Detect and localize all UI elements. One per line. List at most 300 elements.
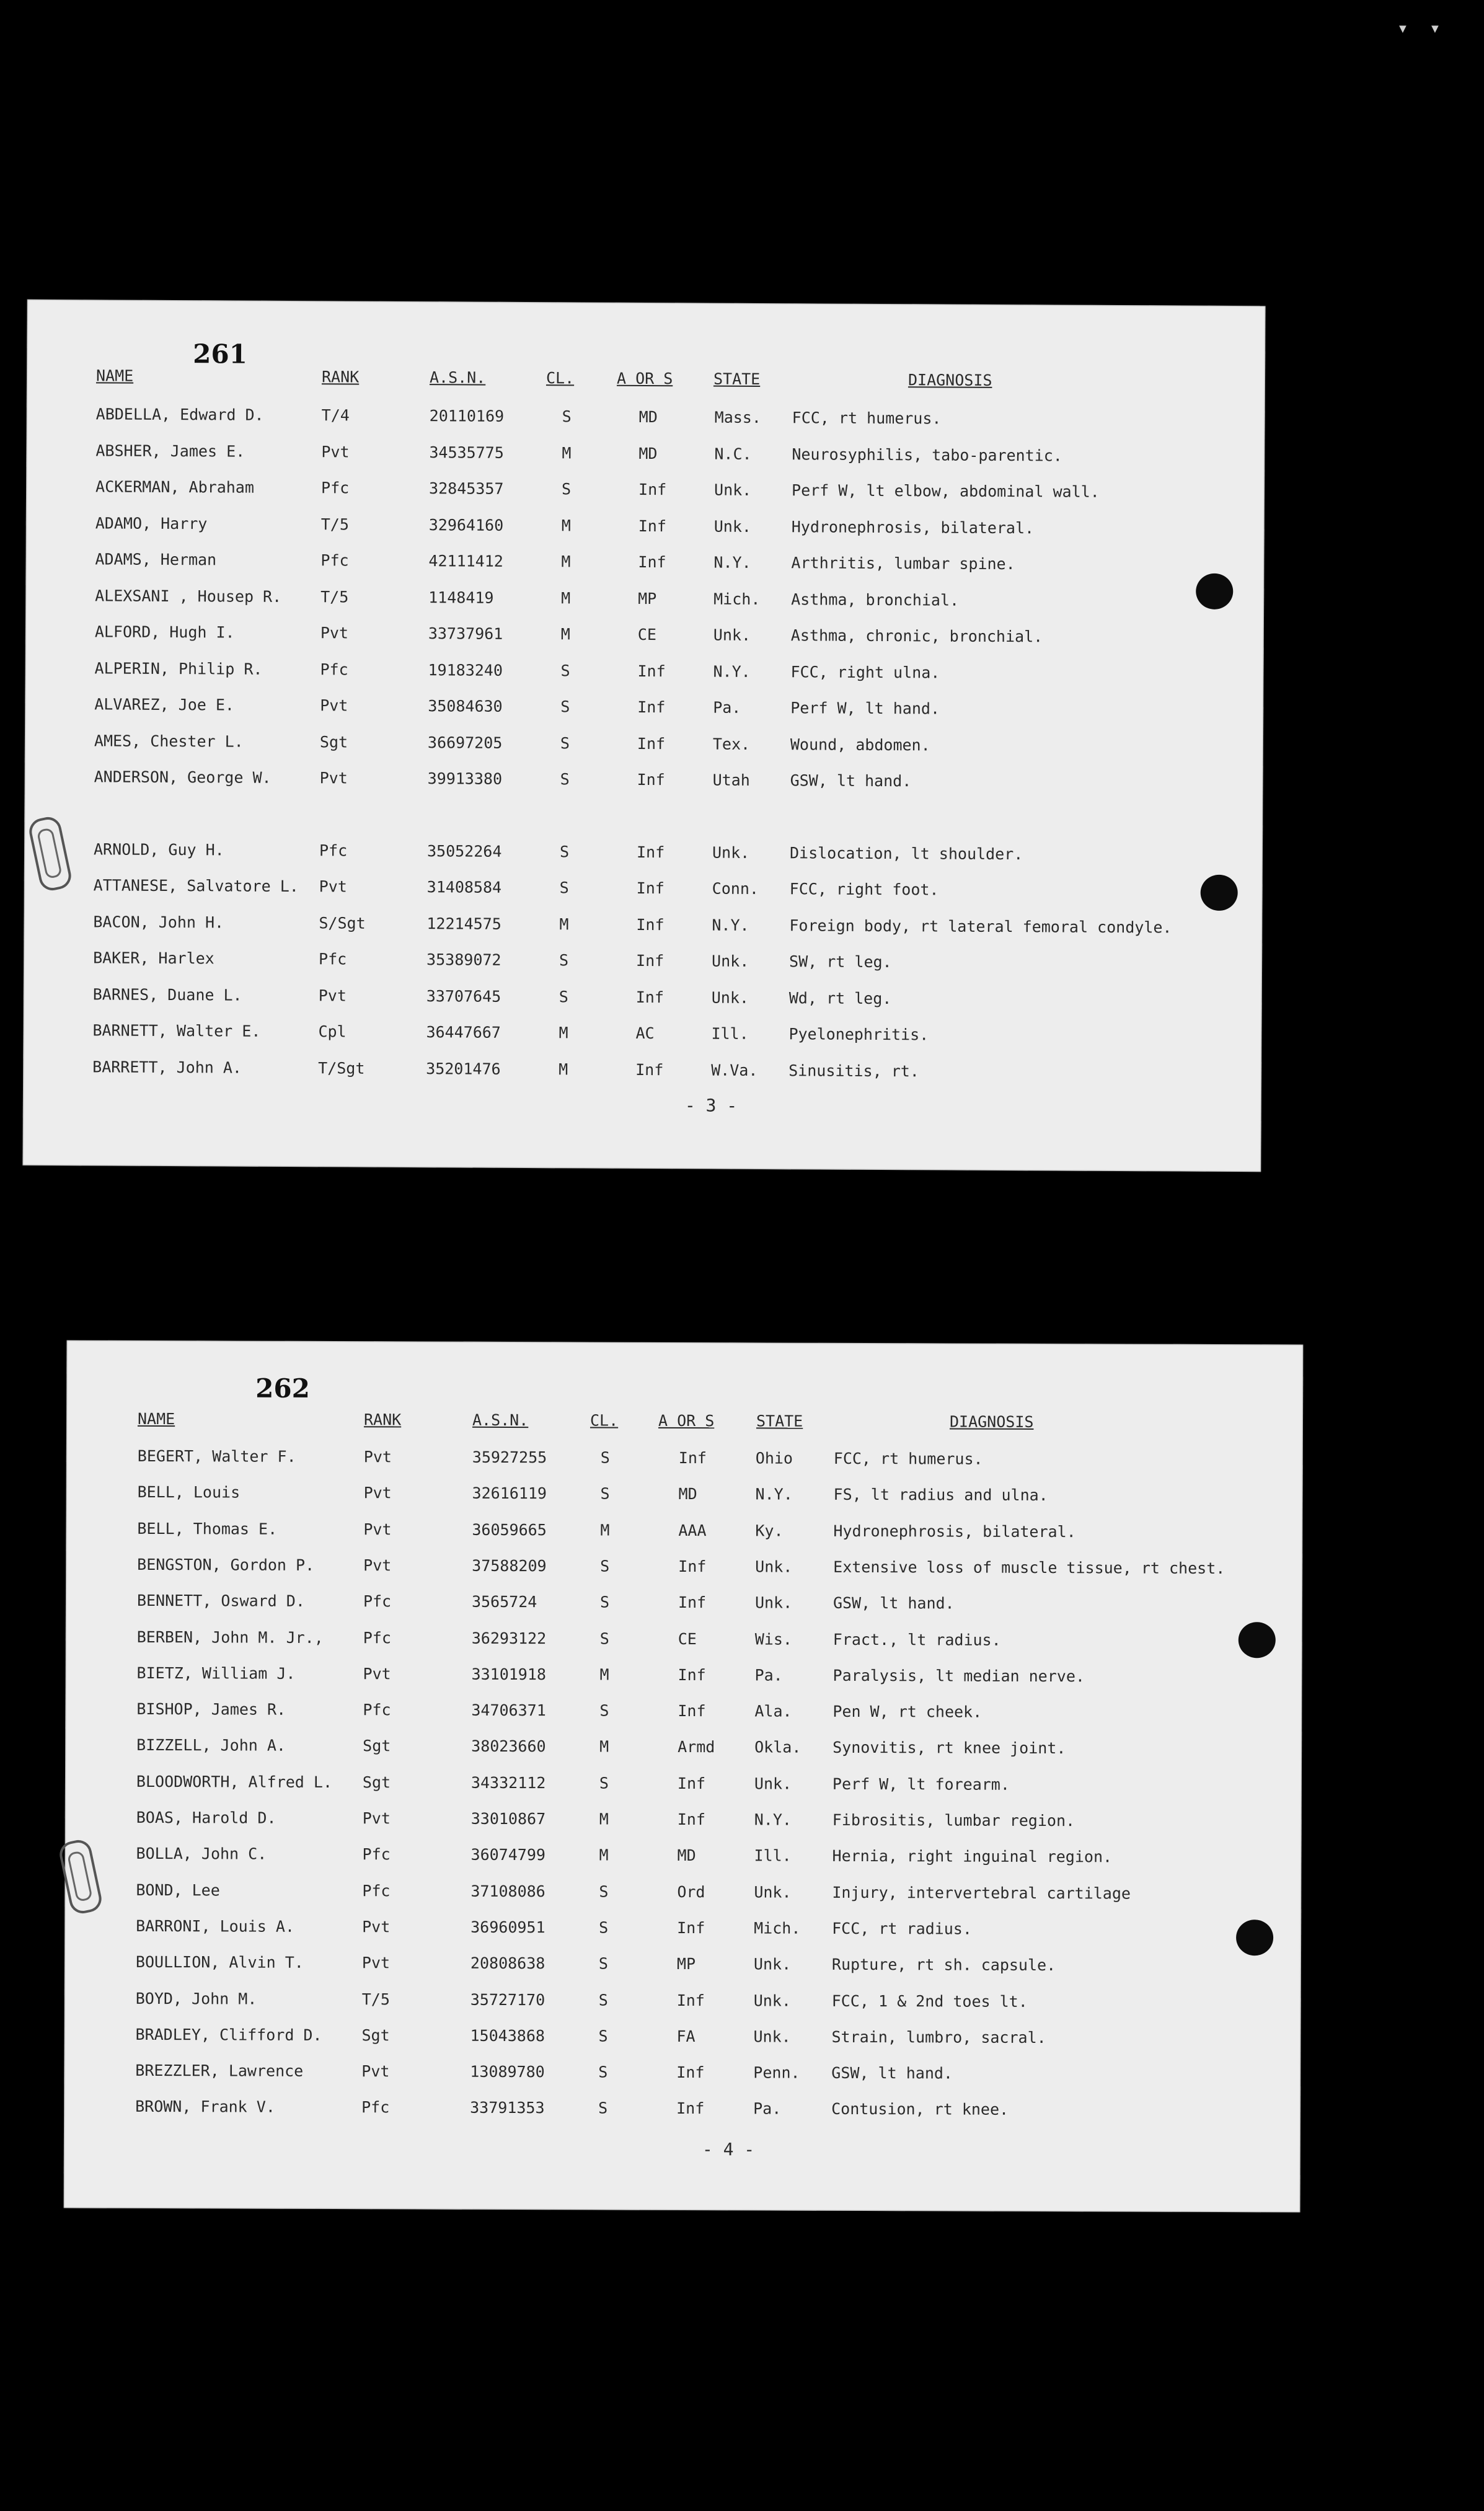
cell-state: N.Y. — [755, 1485, 793, 1504]
cell-name: BOAS, Harold D. — [136, 1808, 276, 1827]
cell-name: ABSHER, James E. — [95, 441, 245, 461]
table-row — [24, 949, 1262, 980]
cell-name: ARNOLD, Guy H. — [93, 840, 224, 859]
cell-aors: Inf — [677, 1918, 705, 1938]
table-row — [25, 732, 1263, 763]
cell-rank: Sgt — [363, 1737, 391, 1755]
cell-diagnosis: GSW, lt hand. — [790, 771, 912, 790]
cell-asn: 20808638 — [470, 1954, 545, 1973]
document-sheet-261 — [22, 299, 1265, 1172]
cell-cl: S — [598, 2027, 608, 2045]
page-footer: - 4 - — [702, 2139, 755, 2160]
table-row — [66, 1483, 1303, 1512]
header-diagnosis: DIAGNOSIS — [949, 1412, 1034, 1431]
cell-cl: S — [599, 1882, 609, 1901]
cell-state: Ill. — [754, 1846, 792, 1865]
cell-diagnosis: Sinusitis, rt. — [788, 1061, 919, 1081]
cell-diagnosis: GSW, lt hand. — [833, 1593, 955, 1613]
cell-rank: Pfc — [362, 1845, 391, 1864]
cell-state: Unk. — [753, 1991, 792, 2010]
cell-rank: Pvt — [362, 1918, 391, 1936]
cell-rank: T/5 — [320, 515, 350, 534]
cell-rank: Sgt — [362, 1773, 391, 1792]
table-row — [26, 514, 1265, 545]
cell-aors: Inf — [678, 1448, 707, 1468]
table-row — [25, 587, 1264, 618]
cell-state: W.Va. — [711, 1061, 758, 1079]
cell-rank: Pvt — [319, 877, 347, 896]
table-row — [24, 913, 1262, 944]
cell-asn: 35052264 — [426, 842, 502, 861]
cell-diagnosis: Wd, rt leg. — [788, 989, 892, 1008]
cell-cl: S — [562, 480, 572, 498]
cell-diagnosis: FCC, 1 & 2nd toes lt. — [831, 1991, 1028, 2011]
cell-rank: Pfc — [361, 2098, 390, 2117]
page-number: 261 — [193, 339, 248, 370]
cell-state: Unk. — [755, 1557, 793, 1576]
cell-aors: MP — [638, 589, 657, 608]
cell-aors: Ord — [677, 1882, 705, 1902]
cell-name: BERBEN, John M. Jr., — [136, 1628, 324, 1647]
cell-state: Ky. — [755, 1521, 784, 1540]
cell-state: Ala. — [754, 1702, 792, 1720]
cell-rank: Pfc — [319, 841, 348, 860]
cell-aors: Inf — [636, 879, 665, 898]
header-a-or-s: A OR S — [658, 1411, 715, 1430]
cell-asn: 33101918 — [471, 1665, 547, 1684]
punch-hole — [1236, 1920, 1273, 1955]
table-row — [66, 1628, 1302, 1657]
table-row — [25, 550, 1264, 581]
cell-rank: T/5 — [320, 588, 349, 606]
cell-diagnosis: Hydronephrosis, bilateral. — [791, 518, 1035, 538]
cell-state: Unk. — [714, 480, 752, 499]
table-row — [23, 1058, 1261, 1089]
cell-diagnosis: FCC, right foot. — [789, 880, 939, 899]
cell-aors: MP — [676, 1954, 696, 1973]
table-row — [24, 876, 1263, 907]
cell-cl: M — [561, 589, 571, 608]
cell-name: ABDELLA, Edward D. — [95, 405, 264, 424]
cell-asn: 1148419 — [428, 588, 494, 607]
cell-cl: S — [600, 1557, 610, 1575]
cell-diagnosis: Hydronephrosis, bilateral. — [833, 1521, 1076, 1541]
cell-state: Pa. — [754, 1666, 783, 1685]
cell-cl: S — [559, 951, 569, 970]
header-name: NAME — [137, 1409, 175, 1428]
table-row — [65, 1664, 1302, 1693]
cell-rank: T/5 — [361, 1990, 390, 2009]
cell-rank: Pvt — [361, 1954, 391, 1972]
header-cl: CL. — [590, 1411, 619, 1430]
cell-aors: Inf — [636, 843, 665, 862]
cell-aors: Inf — [638, 516, 667, 536]
cell-cl: S — [560, 734, 570, 753]
cell-rank: Pvt — [320, 624, 349, 642]
cell-name: ADAMO, Harry — [95, 514, 208, 533]
cell-state: N.C. — [714, 445, 752, 463]
table-row — [64, 1844, 1301, 1874]
cell-state: N.Y. — [713, 553, 751, 572]
cell-state: Unk. — [711, 988, 749, 1007]
table-row — [65, 1809, 1302, 1838]
cell-cl: S — [598, 1991, 608, 2009]
cell-aors: Inf — [635, 1060, 664, 1079]
cell-rank: Pfc — [363, 1701, 391, 1719]
cell-cl: S — [599, 1918, 609, 1937]
cell-diagnosis: Injury, intervertebral cartilage — [832, 1883, 1131, 1903]
cell-rank: Sgt — [361, 2026, 390, 2045]
cell-name: BARNES, Duane L. — [92, 985, 242, 1004]
cell-name: BENNETT, Osward D. — [136, 1591, 305, 1610]
cell-rank: Pfc — [363, 1592, 392, 1611]
cell-aors: MD — [638, 444, 658, 463]
cell-rank: Pfc — [320, 660, 348, 679]
table-row — [66, 1447, 1303, 1476]
cell-asn: 32616119 — [472, 1484, 547, 1503]
table-row — [27, 405, 1265, 436]
cell-state: Unk. — [753, 2027, 791, 2046]
cell-aors: Inf — [635, 988, 665, 1007]
cell-diagnosis: Synovitis, rt knee joint. — [833, 1738, 1066, 1758]
cell-state: Unk. — [713, 626, 751, 644]
table-row — [25, 768, 1263, 799]
cell-diagnosis: Pen W, rt cheek. — [833, 1702, 983, 1721]
table-row — [64, 1990, 1301, 2019]
cell-cl: M — [599, 1665, 609, 1684]
cell-state: Pa. — [713, 698, 741, 717]
cell-diagnosis: SW, rt leg. — [789, 952, 892, 972]
column-headers — [27, 366, 1265, 397]
table-row — [65, 1700, 1302, 1729]
header-a-or-s: A OR S — [616, 369, 673, 388]
table-row — [65, 1736, 1302, 1765]
table-row — [65, 1773, 1302, 1802]
cell-diagnosis: FCC, right ulna. — [790, 663, 940, 682]
cell-diagnosis: Neurosyphilis, tabo-parentic. — [792, 445, 1062, 465]
cell-name: AMES, Chester L. — [94, 732, 244, 751]
cell-cl: M — [559, 915, 569, 934]
cell-aors: FA — [676, 2027, 696, 2046]
cell-aors: Inf — [638, 552, 666, 572]
cell-diagnosis: Dislocation, lt shoulder. — [789, 844, 1023, 864]
cell-state: Ohio — [755, 1449, 793, 1468]
cell-aors: Inf — [636, 951, 665, 970]
cell-cl: S — [562, 407, 572, 426]
cell-diagnosis: Contusion, rt knee. — [831, 2099, 1009, 2119]
cell-aors: Inf — [637, 662, 666, 681]
cell-name: BAKER, Harlex — [93, 949, 214, 968]
cell-state: Wis. — [754, 1630, 793, 1649]
cell-aors: Inf — [678, 1593, 707, 1612]
cell-aors: Inf — [638, 480, 667, 499]
cell-diagnosis: Perf W, lt elbow, abdominal wall. — [791, 481, 1100, 501]
cell-state: Penn. — [753, 2063, 800, 2082]
table-row — [64, 1953, 1301, 1982]
cell-rank: Pvt — [362, 1809, 391, 1828]
cell-state: Mass. — [714, 408, 762, 427]
cell-asn: 37588209 — [472, 1556, 547, 1575]
cell-aors: AC — [635, 1024, 655, 1043]
cell-aors: Inf — [676, 1991, 705, 2010]
cell-cl: S — [560, 662, 570, 680]
cell-aors: Inf — [676, 2099, 705, 2118]
header-state: STATE — [756, 1412, 803, 1430]
cell-cl: S — [560, 698, 570, 716]
cell-asn: 33707645 — [426, 987, 501, 1006]
table-row — [64, 1917, 1301, 1946]
punch-hole — [1196, 574, 1233, 609]
cell-asn: 20110169 — [429, 407, 505, 425]
cell-name: BROWN, Frank V. — [135, 2097, 275, 2116]
cell-asn: 39913380 — [427, 769, 503, 788]
cell-aors: Inf — [637, 770, 665, 789]
cell-diagnosis: Fibrositis, lumbar region. — [832, 1810, 1075, 1830]
cell-cl: M — [559, 1024, 568, 1042]
cell-rank: Pvt — [363, 1484, 392, 1502]
cell-cl: M — [600, 1521, 610, 1539]
cell-name: ALPERIN, Philip R. — [94, 659, 263, 678]
table-row — [23, 1021, 1261, 1052]
cell-name: ALEXSANI , Housep R. — [95, 587, 282, 606]
cell-name: BRADLEY, Clifford D. — [135, 2025, 322, 2044]
cell-asn: 35084630 — [428, 697, 503, 715]
cell-rank: Pvt — [318, 986, 347, 1005]
header-asn: A.S.N. — [429, 368, 486, 387]
header-rank: RANK — [321, 368, 360, 386]
cell-state: Unk. — [753, 1955, 792, 1973]
cell-rank: Pvt — [361, 2062, 390, 2081]
cell-aors: Inf — [677, 1810, 705, 1829]
table-row — [66, 1556, 1302, 1585]
cell-name: BISHOP, James R. — [136, 1699, 286, 1719]
cell-name: BARRETT, John A. — [92, 1058, 242, 1077]
cell-asn: 36447667 — [426, 1023, 501, 1042]
cell-aors: Inf — [637, 734, 666, 753]
punch-hole — [1239, 1622, 1276, 1658]
header-state: STATE — [713, 370, 761, 388]
cell-aors: Inf — [676, 2063, 705, 2082]
cell-state: Unk. — [712, 843, 750, 862]
cell-rank: Pvt — [363, 1448, 392, 1466]
cell-aors: MD — [638, 407, 658, 427]
cell-cl: M — [599, 1846, 609, 1864]
cell-asn: 36293122 — [471, 1629, 547, 1648]
cell-rank: Pvt — [320, 696, 348, 715]
cell-cl: S — [559, 879, 569, 897]
cell-name: BELL, Louis — [137, 1482, 241, 1502]
cell-asn: 35927255 — [472, 1448, 547, 1467]
cell-cl: S — [599, 1774, 609, 1792]
cell-state: Ill. — [711, 1024, 749, 1043]
cell-rank: Pvt — [363, 1665, 391, 1683]
cell-asn: 31408584 — [426, 878, 502, 897]
cell-name: BLOODWORTH, Alfred L. — [136, 1772, 333, 1792]
cell-name: BARNETT, Walter E. — [92, 1021, 261, 1040]
cell-aors: Inf — [678, 1557, 707, 1576]
cell-name: BIETZ, William J. — [136, 1663, 296, 1683]
cell-asn: 36074799 — [470, 1845, 546, 1864]
cell-rank: Pfc — [362, 1882, 391, 1900]
cell-state: Okla. — [754, 1738, 802, 1756]
cell-name: BREZZLER, Lawrence — [135, 2061, 304, 2080]
cell-aors: MD — [678, 1484, 697, 1504]
cell-asn: 34332112 — [470, 1773, 546, 1792]
cell-rank: Pvt — [319, 769, 348, 787]
table-row — [26, 477, 1265, 508]
cell-name: ADAMS, Herman — [95, 550, 217, 569]
cell-cl: M — [560, 625, 570, 644]
cell-name: ALVAREZ, Joe E. — [94, 695, 235, 714]
cell-rank: Pfc — [321, 479, 350, 497]
cell-diagnosis: Foreign body, rt lateral femoral condyle. — [789, 916, 1172, 937]
cell-state: Unk. — [754, 1883, 792, 1902]
cell-rank: Pvt — [363, 1520, 392, 1539]
cell-diagnosis: Fract., lt radius. — [833, 1630, 1001, 1649]
header-asn: A.S.N. — [472, 1410, 529, 1430]
table-row — [64, 1881, 1301, 1910]
cell-state: Mich. — [754, 1919, 801, 1938]
cell-state: Unk. — [754, 1774, 792, 1793]
table-row — [25, 695, 1263, 726]
cell-diagnosis: Pyelonephritis. — [788, 1025, 929, 1044]
cell-diagnosis: Arthritis, lumbar spine. — [791, 554, 1015, 574]
cell-aors: Inf — [678, 1701, 706, 1720]
cell-name: ATTANESE, Salvatore L. — [93, 876, 299, 896]
cell-asn: 3565724 — [471, 1592, 537, 1611]
cell-aors: Armd — [678, 1737, 715, 1756]
cell-cl: S — [598, 2099, 608, 2117]
cell-cl: M — [562, 444, 572, 463]
cell-cl: S — [599, 1593, 610, 1611]
cell-aors: Inf — [677, 1774, 706, 1793]
cell-state: Conn. — [712, 879, 759, 898]
cell-cl: S — [600, 1484, 610, 1503]
cell-name: ANDERSON, George W. — [94, 768, 272, 787]
cell-asn: 19183240 — [428, 661, 503, 680]
cell-asn: 36960951 — [470, 1918, 545, 1937]
cell-name: BARRONI, Louis A. — [136, 1916, 295, 1936]
cell-name: BIZZELL, John A. — [136, 1735, 286, 1755]
cell-cl: M — [561, 552, 571, 571]
table-row — [66, 1520, 1302, 1549]
cell-diagnosis: FCC, rt radius. — [832, 1919, 972, 1938]
header-cl: CL. — [545, 369, 575, 388]
cell-name: BACON, John H. — [93, 913, 224, 932]
cell-state: Utah — [712, 771, 750, 789]
document-sheet-262 — [64, 1340, 1304, 2213]
cell-state: Tex. — [712, 735, 751, 753]
cell-diagnosis: GSW, lt hand. — [831, 2063, 953, 2083]
cell-asn: 32845357 — [429, 479, 504, 498]
cell-asn: 38023660 — [471, 1737, 546, 1756]
cell-aors: CE — [637, 625, 657, 644]
header-diagnosis: DIAGNOSIS — [908, 371, 992, 389]
cell-aors: Inf — [637, 698, 666, 717]
cell-state: N.Y. — [713, 662, 751, 681]
cell-diagnosis: Asthma, chronic, bronchial. — [790, 626, 1043, 646]
cell-rank: Pvt — [363, 1556, 392, 1575]
cell-asn: 34706371 — [471, 1701, 546, 1720]
cell-name: BOULLION, Alvin T. — [135, 1952, 304, 1972]
cell-state: N.Y. — [712, 916, 749, 934]
cell-asn: 36059665 — [472, 1520, 547, 1539]
cell-name: BOLLA, John C. — [136, 1844, 267, 1863]
cell-state: N.Y. — [754, 1810, 792, 1829]
cell-rank: S/Sgt — [319, 914, 366, 932]
cell-rank: Pfc — [319, 950, 347, 968]
cell-diagnosis: Asthma, bronchial. — [791, 590, 960, 609]
cell-asn: 42111412 — [428, 552, 503, 570]
header-rank: RANK — [363, 1410, 402, 1429]
table-row — [25, 659, 1263, 690]
cell-cl: S — [560, 770, 570, 789]
column-headers — [66, 1410, 1303, 1439]
cell-asn: 33791353 — [470, 2098, 545, 2117]
cell-cl: S — [598, 1954, 609, 1973]
cell-diagnosis: Perf W, lt forearm. — [832, 1774, 1010, 1794]
table-row — [26, 441, 1265, 472]
cell-asn: 13089780 — [470, 2062, 545, 2081]
cell-asn: 33010867 — [470, 1809, 546, 1828]
cell-diagnosis: Perf W, lt hand. — [790, 699, 940, 718]
cell-asn: 15043868 — [470, 2026, 545, 2045]
cell-cl: S — [600, 1448, 610, 1467]
punch-hole — [1201, 875, 1238, 911]
cell-name: ALFORD, Hugh I. — [94, 622, 235, 642]
cell-diagnosis: Wound, abdomen. — [790, 735, 930, 755]
cell-diagnosis: Paralysis, lt median nerve. — [833, 1666, 1085, 1686]
cell-state: Mich. — [713, 590, 761, 608]
cell-aors: AAA — [678, 1521, 707, 1540]
cell-cl: S — [598, 2063, 608, 2081]
cell-aors: Inf — [678, 1665, 706, 1685]
cell-name: BELL, Thomas E. — [137, 1519, 278, 1538]
cell-diagnosis: FCC, rt humerus. — [833, 1449, 983, 1468]
table-row — [25, 622, 1264, 653]
cell-cl: M — [599, 1737, 609, 1756]
cell-rank: T/Sgt — [318, 1059, 365, 1078]
table-row — [64, 2026, 1301, 2055]
cell-rank: Pfc — [320, 551, 349, 570]
cell-state: Unk. — [754, 1593, 793, 1612]
cell-rank: Pvt — [321, 443, 350, 461]
page-number: 262 — [255, 1373, 310, 1404]
cell-asn: 33737961 — [428, 624, 503, 643]
page-footer: - 3 - — [684, 1095, 738, 1116]
cell-asn: 34535775 — [429, 443, 504, 462]
cell-asn: 37108086 — [470, 1882, 545, 1901]
cell-asn: 12214575 — [426, 914, 501, 933]
cell-state: Pa. — [753, 2099, 782, 2118]
cell-name: BENGSTON, Gordon P. — [137, 1555, 315, 1574]
cell-rank: Pfc — [363, 1629, 391, 1647]
cell-asn: 36697205 — [427, 733, 503, 752]
cell-cl: S — [559, 988, 568, 1006]
cell-cl: M — [561, 516, 571, 535]
cell-state: Unk. — [712, 952, 749, 970]
cell-asn: 35727170 — [470, 1990, 545, 2009]
cell-aors: Inf — [636, 915, 665, 934]
cell-name: ACKERMAN, Abraham — [95, 477, 255, 497]
cell-aors: CE — [678, 1629, 697, 1649]
table-row — [66, 1592, 1302, 1621]
cell-diagnosis: Hernia, right inguinal region. — [832, 1846, 1113, 1866]
table-row — [24, 985, 1262, 1016]
cell-diagnosis: Extensive loss of muscle tissue, rt chest. — [833, 1557, 1226, 1578]
cell-rank: T/4 — [321, 406, 350, 425]
cell-rank: Cpl — [318, 1022, 347, 1041]
